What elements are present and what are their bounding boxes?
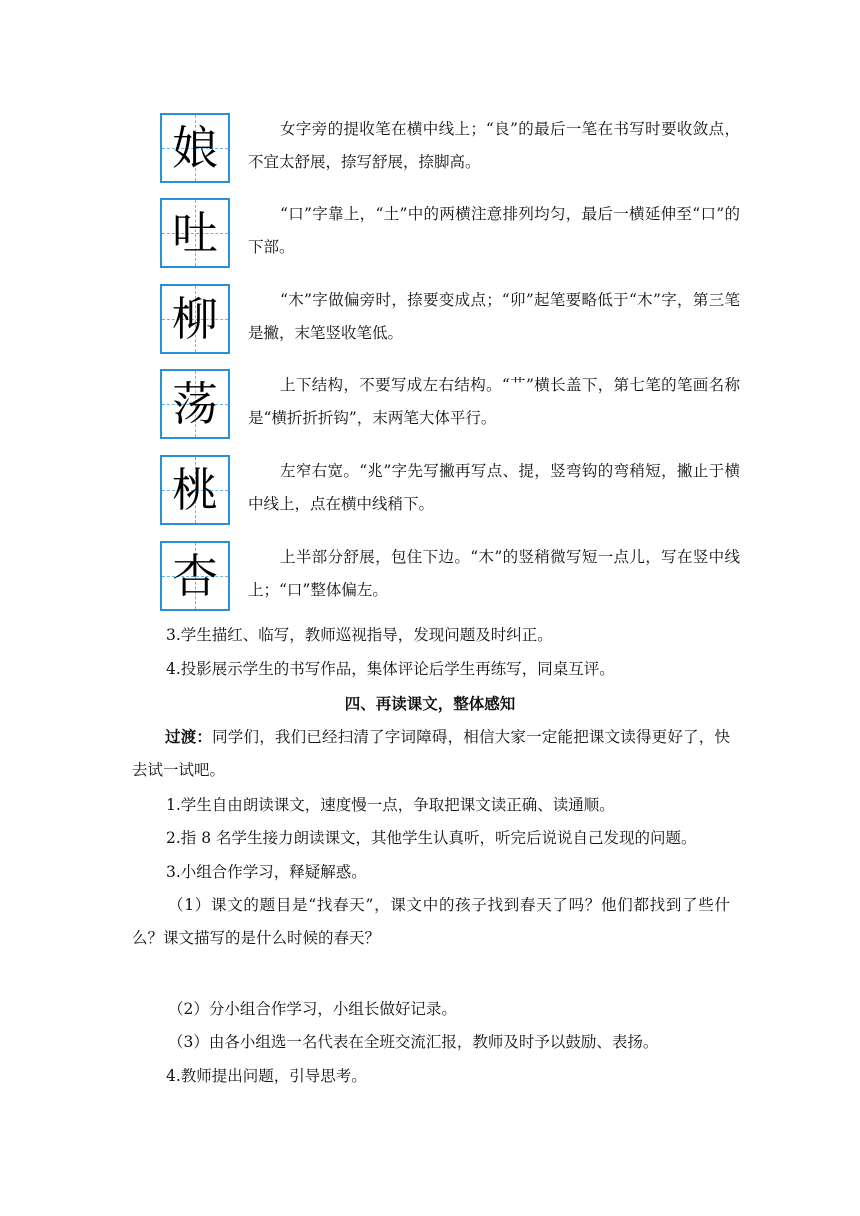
char-description: 上下结构，不要写成左右结构。“艹”横长盖下，第七笔的笔画名称是“横折折折钩”，末两笔大体平行。 <box>248 376 740 427</box>
tianzige-box <box>160 369 230 439</box>
char-description: 左窄右宽。“兆”字先写撇再写点、提，竖弯钩的弯稍短，撇止于横中线上，点在横中线稍下。 <box>248 462 740 513</box>
char-glyph: 杏 <box>172 549 218 603</box>
char-row-tu <box>160 198 740 272</box>
transition-text: 同学们，我们已经扫清了字词障碍，相信大家一定能把课文读得更好了，快去试一试吧。 <box>132 728 730 779</box>
char-row-niang <box>160 113 740 187</box>
char-glyph: 娘 <box>172 121 218 175</box>
tianzige-box <box>160 284 230 354</box>
tianzige-box <box>160 455 230 525</box>
item-1: 1.学生自由朗读课文，速度慢一点，争取把课文读正确、读通顺。 <box>166 796 615 814</box>
char-glyph: 吐 <box>172 206 218 260</box>
char-row-liu <box>160 284 740 358</box>
char-description: 上半部分舒展，包住下边。“木”的竖稍微写短一点儿，写在竖中线上；“口”整体偏左。 <box>248 548 740 599</box>
tianzige-box <box>160 541 230 611</box>
char-description: “木”字做偏旁时，捺要变成点；“卯”起笔要略低于“木”字，第三笔是撇，末笔竖收笔低。 <box>248 291 740 342</box>
char-row-dang <box>160 369 740 443</box>
transition-paragraph <box>132 720 730 787</box>
item-3: 3.小组合作学习，释疑解惑。 <box>166 863 367 881</box>
sub-item-2: （2）分小组合作学习，小组长做好记录。 <box>168 1000 457 1018</box>
char-glyph: 柳 <box>172 292 218 346</box>
tianzige-box <box>160 198 230 268</box>
char-glyph: 荡 <box>172 377 218 431</box>
char-row-tao <box>160 455 740 529</box>
item-2: 2.指 8 名学生接力朗读课文，其他学生认真听，听完后说说自己发现的问题。 <box>166 829 697 847</box>
step-3: 3.学生描红、临写，教师巡视指导，发现问题及时纠正。 <box>166 626 553 644</box>
step-4: 4.投影展示学生的书写作品，集体评论后学生再练写，同桌互评。 <box>166 660 615 678</box>
sub-item-1: （1）课文的题目是“找春天”，课文中的孩子找到春天了吗？他们都找到了些什么？课文描写的是什么时候的春天？ <box>132 896 730 947</box>
sub-item-3: （3）由各小组选一名代表在全班交流汇报，教师及时予以鼓励、表扬。 <box>168 1033 659 1051</box>
tianzige-box <box>160 113 230 183</box>
char-description: “口”字靠上，“土”中的两横注意排列均匀，最后一横延伸至“口”的下部。 <box>248 205 740 256</box>
char-glyph: 桃 <box>172 463 218 517</box>
char-description: 女字旁的提收笔在横中线上；“良”的最后一笔在书写时要收敛点，不宜太舒展，捺写舒展，捺脚高。 <box>248 120 740 171</box>
char-row-xing <box>160 541 740 615</box>
section-heading: 四、再读课文，整体感知 <box>344 694 516 713</box>
transition-label: 过渡： <box>165 727 213 746</box>
item-4: 4.教师提出问题，引导思考。 <box>166 1067 367 1085</box>
